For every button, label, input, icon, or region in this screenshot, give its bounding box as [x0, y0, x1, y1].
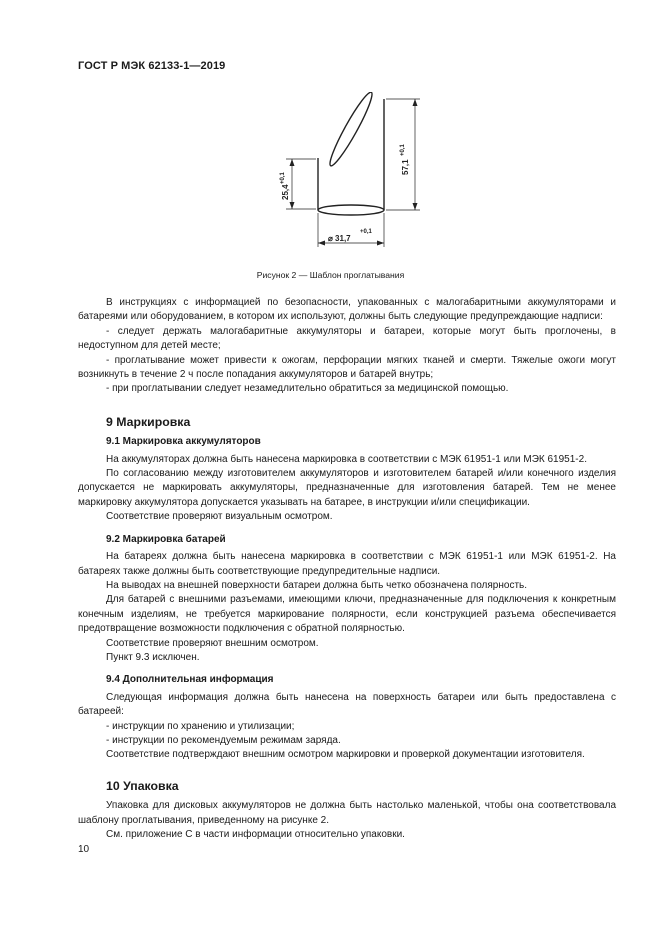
- dim-short-height-label: 25,4: [281, 184, 290, 200]
- dim-short-height-tolerance: +0,1: [280, 172, 286, 184]
- s92-paragraph: На выводах на внешней поверхности батареи должна быть четко обозначена полярность.: [106, 579, 528, 591]
- document-body: [78, 296, 616, 842]
- dim-main-height-label: 57,1: [401, 159, 410, 175]
- s91-paragraph: Соответствие проверяют визуальным осмотром.: [106, 511, 333, 523]
- s94-closing: Соответствие подтверждают внешним осмотром маркировки и проверкой документации изготовителя.: [106, 749, 585, 761]
- dim-diameter-label: ⌀ 31,7: [328, 234, 351, 243]
- subsection-9-1-heading: 9.1 Маркировка аккумуляторов: [106, 436, 261, 448]
- s94-item: - инструкции по рекомендуемым режимам заряда.: [106, 734, 341, 746]
- s91-paragraph: На аккумуляторах должна быть нанесена маркировка в соответствии с МЭК 61951-1 или МЭК 61951-2.: [106, 453, 587, 465]
- s10-paragraph: Упаковка для дисковых аккумуляторов не должна быть настолько маленькой, чтобы она соответствовала шаблону проглатывания, приведенному на рисунке 2.: [78, 800, 616, 826]
- s92-paragraph: Пункт 9.3 исключен.: [106, 651, 200, 663]
- s91-paragraph: По согласованию между изготовителем аккумуляторов и изготовителем батарей и/или конечного изделия допускается не маркировать аккумуляторы, предназначенные для изготовления батарей. Тем не менее маркировку аккумулятора допускается указывать на батарее, в инструкции и/или спецификации.: [78, 468, 616, 508]
- cylinder-base-ellipse: [318, 205, 384, 215]
- s92-paragraph: Соответствие проверяют внешним осмотром.: [106, 637, 319, 649]
- figure-caption: Рисунок 2 — Шаблон проглатывания: [256, 270, 405, 280]
- s94-item: - инструкции по хранению и утилизации;: [106, 720, 295, 732]
- page-number: 10: [78, 844, 90, 855]
- page-header-standard: ГОСТ Р МЭК 62133-1—2019: [78, 60, 226, 72]
- s10-paragraph: См. приложение С в части информации относительно упаковки.: [106, 829, 405, 840]
- cylinder-slanted-top: [325, 92, 376, 169]
- subsection-9-4-heading: 9.4 Дополнительная информация: [106, 674, 274, 686]
- s92-paragraph: Для батарей с внешними разъемами, имеющими ключи, предназначенные для подключения к конкретным конечным изделиям, не требуется маркирование полярности, если конструкцией разъема обеспечивается предотвращение возможности подключения с обратной полярностью.: [78, 594, 616, 635]
- section-9-heading: 9 Маркировка: [106, 414, 191, 429]
- intro-paragraph: В инструкциях с информацией по безопасности, упакованных с малогабаритными аккумуляторами и батареями или оборудованием, в котором их используют, должны быть следующие предупреждающие надписи:: [78, 297, 616, 323]
- swallow-template-figure: [0, 92, 661, 262]
- section-10-heading: 10 Упаковка: [106, 778, 179, 793]
- warning-item: - при проглатывании следует незамедлительно обратиться за медицинской помощью.: [106, 383, 509, 395]
- dim-diameter-tolerance: +0,1: [360, 229, 372, 235]
- warning-item: - проглатывание может привести к ожогам, перфорации мягких тканей и смерти. Тяжелые ожоги могут возникнуть в течение 2 ч после попадания аккумуляторов и батарей внутрь;: [78, 354, 616, 381]
- s94-paragraph: Следующая информация должна быть нанесена на поверхность батареи или быть предоставлена с батареей:: [78, 691, 616, 718]
- dim-main-height-tolerance: +0,1: [400, 144, 406, 156]
- warning-item: - следует держать малогабаритные аккумуляторы и батареи, которые могут быть проглочены, в недоступном для детей месте;: [78, 325, 616, 352]
- subsection-9-2-heading: 9.2 Маркировка батарей: [106, 533, 226, 545]
- s92-paragraph: На батареях должна быть нанесена маркировка в соответствии с МЭК 61951-1 или МЭК 61951-2. На батареях также должны быть соответствующие предупредительные надписи.: [78, 551, 616, 577]
